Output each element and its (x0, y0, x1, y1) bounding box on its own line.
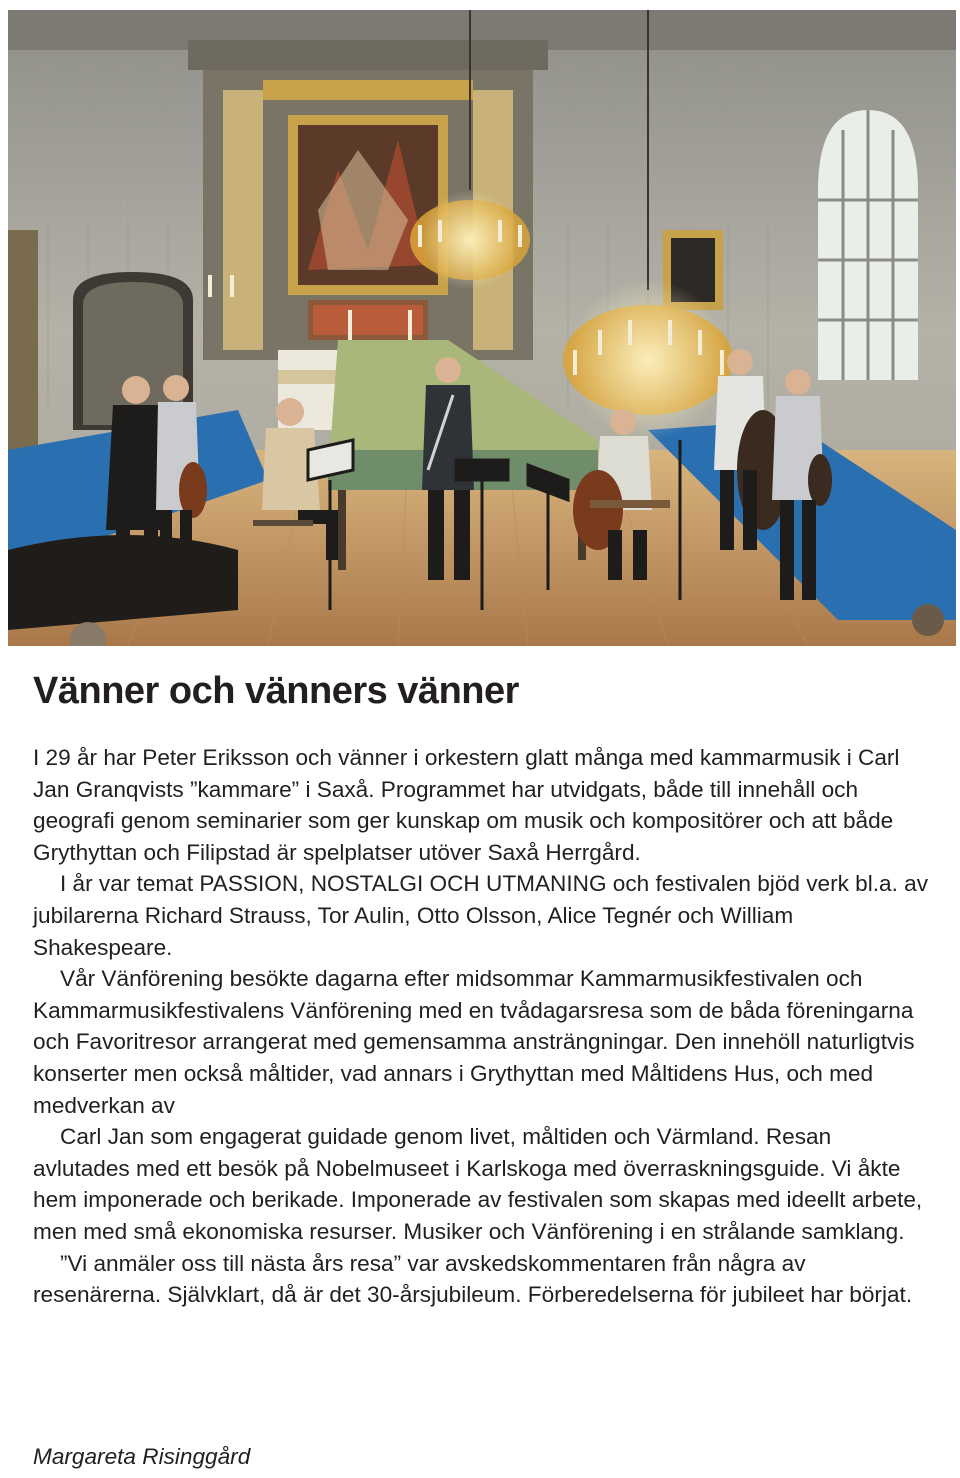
audience-head (912, 604, 944, 636)
concert-photo (8, 10, 956, 646)
pulpit (8, 230, 38, 450)
paragraph-3: Vår Vänförening besökte dagarna efter midsommar Kammarmusikfestivalen och Kammarmusikfestivalens Vänförening med en tvådagarsresa som de båda föreningarna och Favoritresor arrangerat med gemensamma ansträngningar. Den innehöll naturligtvis konserter men också måltider, vad annars i Grythyttan med Måltidens Hus, och med medverkan av (33, 966, 915, 1118)
paragraph-1: I 29 år har Peter Eriksson och vänner i orkestern glatt många med kammarmusik i Carl Jan Granqvists ”kammare” i Saxå. Programmet har utvidgats, både till innehåll och geografi genom seminarier som ger kunskap om musik och kompositörer och att både Grythyttan och Filipstad är spelplatser utöver Saxå Herrgård. (33, 745, 900, 865)
paragraph-2: I år var temat PASSION, NOSTALGI OCH UTMANING och festivalen bjöd verk bl.a. av jubilarerna Richard Strauss, Tor Aulin, Otto Olsson, Alice Tegnér och William Shakespeare. (33, 871, 929, 960)
arched-window (818, 110, 918, 380)
paragraph-4: Carl Jan som engagerat guidade genom livet, måltiden och Värmland. Resan avlutades med ett besök på Nobelmuseet i Karlskoga med överraskningsguide. Vi åkte hem imponerade och berikade. Imponerade av festivalen som skapas med ideellt arbete, men med små ekonomiska resurser. Musiker och Vänförening i en strålande samklang. (33, 1124, 923, 1244)
paragraph-5: ”Vi anmäler oss till nästa års resa” var avskedskommentaren från några av resenärerna. Självklart, då är det 30-årsjubileum. Förberedelserna för jubileet har börjat. (33, 1250, 913, 1308)
author-byline: Margareta Risinggård (33, 1444, 251, 1469)
article-title: Vänner och vänners vänner (33, 670, 519, 712)
concert-photo-illustration (8, 10, 956, 646)
article-body (33, 742, 933, 1311)
